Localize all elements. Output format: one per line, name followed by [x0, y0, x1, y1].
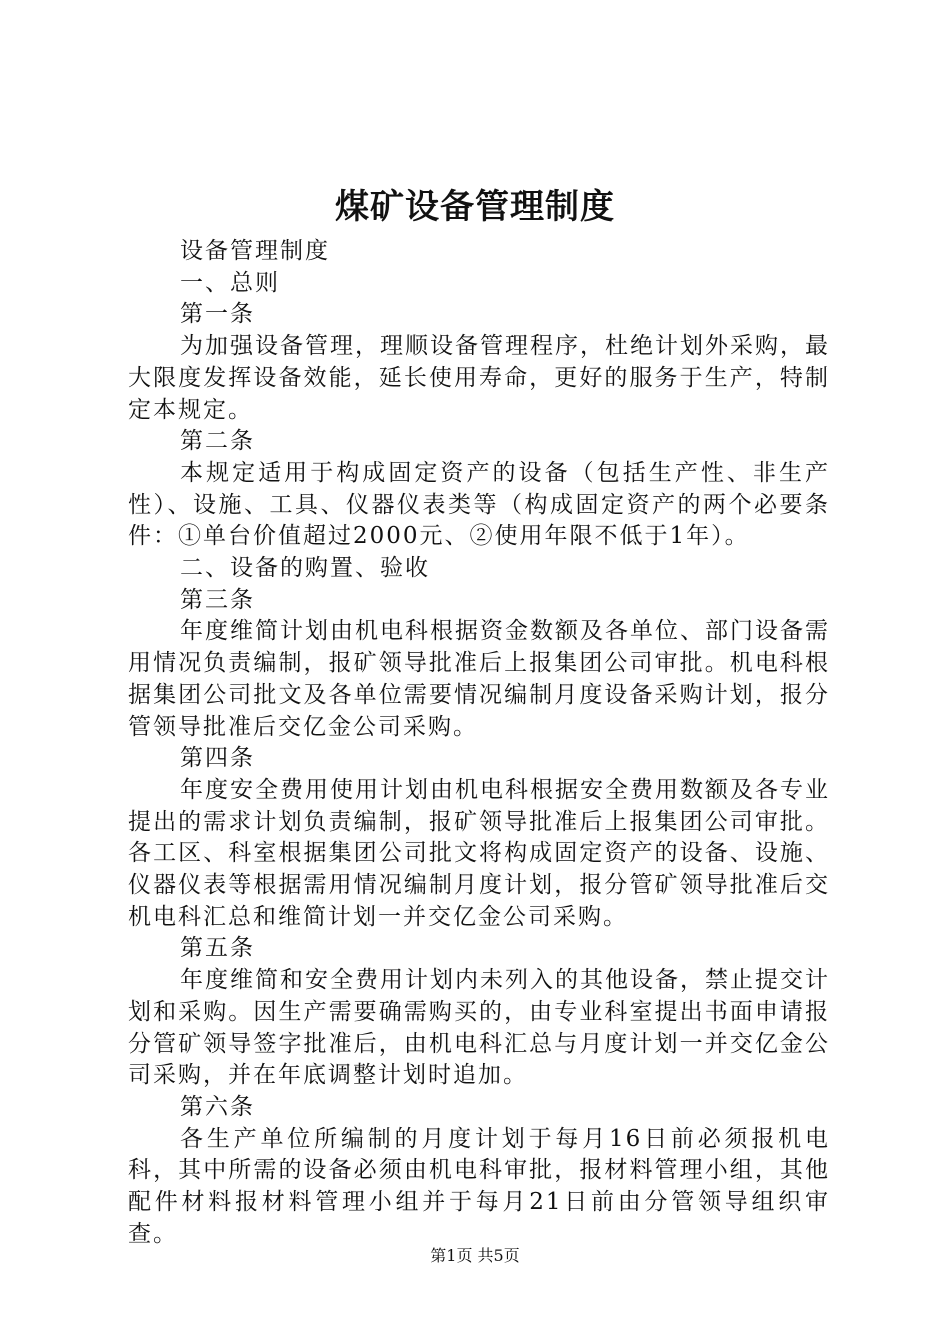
article-heading: 第二条	[180, 428, 255, 455]
article-body: 年度维简计划由机电科根据资金数额及各单位、部门设备需用情况负责编制，报矿领导批准后上报集团公司审批。机电科根据集团公司批文及各单位需要情况编制月度设备采购计划，报分管领导批准后交亿金公司采购。	[128, 618, 830, 740]
page-number: 第1页	[430, 1246, 473, 1265]
page-footer	[0, 1244, 950, 1268]
article-body: 本规定适用于构成固定资产的设备（包括生产性、非生产性）、设施、工具、仪器仪表类等（构成固定资产的两个必要条件：①单台价值超过2000元、②使用年限不低于1年）。	[128, 459, 830, 550]
article-heading: 第一条	[180, 301, 255, 328]
section-heading: 二、设备的购置、验收	[180, 555, 430, 582]
document-title: 煤矿设备管理制度	[335, 187, 615, 227]
article-heading: 第六条	[180, 1093, 255, 1120]
article-heading: 第五条	[180, 935, 255, 962]
section-heading: 一、总则	[180, 269, 280, 296]
article-heading: 第三条	[180, 586, 255, 613]
article-heading: 第四条	[180, 745, 255, 772]
paragraph-heading: 设备管理制度	[180, 238, 330, 264]
article-body: 年度维简和安全费用计划内未列入的其他设备，禁止提交计划和采购。因生产需要确需购买的，由专业科室提出书面申请报分管矿领导签字批准后，由机电科汇总与月度计划一并交亿金公司采购，并在年底调整计划时追加。	[128, 967, 830, 1089]
article-body: 为加强设备管理，理顺设备管理程序，杜绝计划外采购，最大限度发挥设备效能，延长使用寿命，更好的服务于生产，特制定本规定。	[128, 333, 830, 423]
document-body	[128, 236, 830, 1251]
page-total: 共5页	[477, 1246, 520, 1265]
article-body: 年度安全费用使用计划由机电科根据安全费用数额及各专业提出的需求计划负责编制，报矿领导批准后上报集团公司审批。各工区、科室根据集团公司批文将构成固定资产的设备、设施、仪器仪表等根据需用情况编制月度计划，报分管矿领导批准后交机电科汇总和维简计划一并交亿金公司采购。	[128, 776, 830, 930]
article-body: 各生产单位所编制的月度计划于每月16日前必须报机电科，其中所需的设备必须由机电科审批，报材料管理小组，其他配件材料报材料管理小组并于每月21日前由分管领导组织审查。	[128, 1125, 830, 1247]
